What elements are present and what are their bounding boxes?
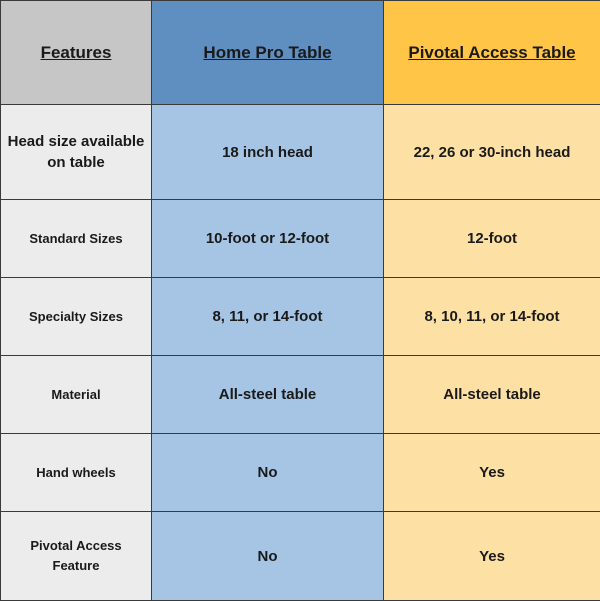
home-pro-cell: All-steel table	[152, 356, 384, 434]
feature-cell: Standard Sizes	[1, 200, 152, 278]
home-pro-cell: No	[152, 512, 384, 601]
feature-cell: Hand wheels	[1, 434, 152, 512]
features-header: Features	[1, 1, 152, 105]
table-row	[1, 434, 600, 512]
feature-cell: Specialty Sizes	[1, 278, 152, 356]
feature-cell: Pivotal Access Feature	[1, 512, 152, 601]
home-pro-cell: 18 inch head	[152, 105, 384, 200]
table-row	[1, 512, 600, 601]
home-pro-cell: No	[152, 434, 384, 512]
header-row	[1, 1, 600, 105]
table-row	[1, 278, 600, 356]
pivotal-cell: 8, 10, 11, or 14-foot	[384, 278, 600, 356]
feature-cell: Material	[1, 356, 152, 434]
pivotal-cell: Yes	[384, 512, 600, 601]
pivotal-header: Pivotal Access Table	[384, 1, 600, 105]
table-row	[1, 200, 600, 278]
pivotal-cell: 22, 26 or 30-inch head	[384, 105, 600, 200]
table-row	[1, 356, 600, 434]
pivotal-cell: 12-foot	[384, 200, 600, 278]
pivotal-cell: All-steel table	[384, 356, 600, 434]
home-pro-header: Home Pro Table	[152, 1, 384, 105]
table-row	[1, 105, 600, 200]
pivotal-cell: Yes	[384, 434, 600, 512]
feature-cell: Head size available on table	[1, 105, 152, 200]
home-pro-cell: 8, 11, or 14-foot	[152, 278, 384, 356]
home-pro-cell: 10-foot or 12-foot	[152, 200, 384, 278]
